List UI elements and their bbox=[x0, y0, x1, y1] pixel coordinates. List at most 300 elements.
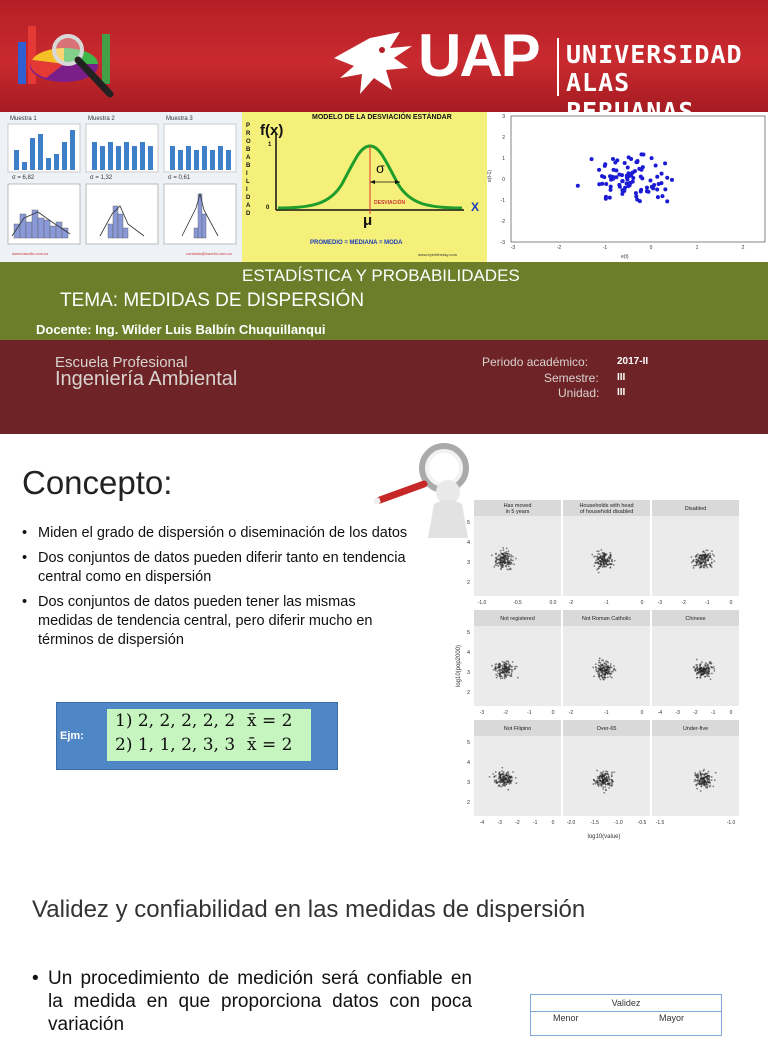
facet-point bbox=[700, 566, 702, 568]
facet-point bbox=[511, 666, 513, 668]
facet-point bbox=[702, 554, 704, 556]
facet-point bbox=[704, 774, 706, 776]
facet-x-tick: 0 bbox=[729, 600, 733, 606]
scatter-point bbox=[645, 186, 649, 190]
facet-point bbox=[503, 549, 505, 551]
scatter-point bbox=[617, 183, 621, 187]
facet-point bbox=[602, 778, 604, 780]
facet-point bbox=[598, 572, 600, 574]
scatter-point bbox=[625, 177, 629, 181]
unit-label: Unidad: bbox=[558, 386, 600, 400]
facet-point bbox=[608, 672, 610, 674]
scatter-point bbox=[660, 172, 664, 176]
facet-point bbox=[501, 770, 503, 772]
sample-bar bbox=[54, 154, 59, 170]
facet-y-tick: 2 bbox=[466, 580, 470, 586]
facet-y-tick: 2 bbox=[466, 690, 470, 696]
facet-point bbox=[703, 567, 705, 569]
facet-label: in 5 years bbox=[505, 509, 530, 515]
facet-point bbox=[607, 676, 609, 678]
facet-point bbox=[703, 769, 705, 771]
facet-point bbox=[605, 660, 607, 662]
facet-point bbox=[693, 565, 695, 567]
bullet-3: • Dos conjuntos de datos pueden tener las mismas medidas de tendencia central, pero diferir mucho en términos de dispersión bbox=[22, 593, 412, 650]
facet-point bbox=[506, 660, 508, 662]
facet-point bbox=[495, 771, 497, 773]
facet-point bbox=[601, 559, 603, 561]
table-col-mayor: Mayor bbox=[659, 1013, 685, 1023]
sample-3-sigma: σ = 0,61 bbox=[168, 175, 191, 181]
facet-point bbox=[507, 561, 509, 563]
facet-point bbox=[495, 670, 497, 672]
vertical-letter: B bbox=[246, 163, 251, 169]
facet-point bbox=[491, 665, 493, 667]
facet-point bbox=[705, 662, 707, 664]
facet-point bbox=[593, 779, 595, 781]
facet-point bbox=[707, 786, 709, 788]
vertical-letter: L bbox=[246, 179, 250, 185]
facet-point bbox=[700, 772, 702, 774]
facet-point bbox=[707, 675, 709, 677]
facet-point bbox=[494, 668, 496, 670]
scatter-point bbox=[639, 175, 643, 179]
facet-point bbox=[595, 666, 597, 668]
facet-point bbox=[606, 564, 608, 566]
facet-point bbox=[496, 677, 498, 679]
facet-point bbox=[511, 671, 513, 673]
topic-title: TEMA: MEDIDAS DE DISPERSIÓN bbox=[60, 290, 365, 311]
facet-point bbox=[608, 559, 610, 561]
facet-point bbox=[506, 782, 508, 784]
example-box bbox=[56, 702, 338, 770]
facet-point bbox=[599, 560, 601, 562]
facet-point bbox=[505, 783, 507, 785]
facet-point bbox=[611, 677, 613, 679]
facet-point bbox=[500, 669, 502, 671]
facet-point bbox=[597, 559, 599, 561]
facet-y-tick: 5 bbox=[466, 740, 470, 746]
facet-x-tick: -3 bbox=[675, 710, 680, 716]
facet-point bbox=[499, 670, 501, 672]
facet-point bbox=[499, 558, 501, 560]
facet-point bbox=[695, 668, 697, 670]
facet-point bbox=[595, 669, 597, 671]
facet-point bbox=[696, 555, 698, 557]
scatter-point bbox=[604, 195, 608, 199]
facet-point bbox=[506, 547, 508, 549]
facet-x-tick: -4 bbox=[479, 820, 485, 826]
facet-point bbox=[596, 770, 598, 772]
facet-point bbox=[611, 784, 613, 786]
period-label: Periodo académico: bbox=[482, 355, 589, 369]
facet-point bbox=[611, 771, 613, 773]
facet-point bbox=[595, 559, 597, 561]
facet-point bbox=[599, 670, 601, 672]
promedio-label: PROMEDIO = MEDIANA = MODA bbox=[310, 240, 403, 246]
scatter-point bbox=[620, 179, 624, 183]
facet-point bbox=[515, 777, 517, 779]
scatter-point bbox=[655, 175, 659, 179]
scatter-point bbox=[660, 194, 664, 198]
slide-title: Validez y confiabilidad en las medidas de dispersión bbox=[32, 896, 586, 923]
facet-point bbox=[501, 672, 503, 674]
facet-point bbox=[711, 673, 713, 675]
facet-point bbox=[504, 562, 506, 564]
sample-1-title: Muestra 1 bbox=[10, 116, 37, 122]
sample-bar bbox=[14, 150, 19, 170]
facet-point bbox=[592, 667, 594, 669]
facet-point bbox=[705, 549, 707, 551]
scatter-point bbox=[611, 157, 615, 161]
facet-point bbox=[508, 668, 510, 670]
sample-bar bbox=[108, 142, 113, 170]
uap-brand: UAP bbox=[418, 22, 539, 89]
facet-x-tick: 0 bbox=[640, 710, 644, 716]
facet-point bbox=[510, 673, 512, 675]
scatter-point bbox=[670, 178, 674, 182]
facet-point bbox=[702, 558, 704, 560]
facet-point bbox=[710, 678, 712, 680]
facet-point bbox=[600, 785, 602, 787]
facet-point bbox=[696, 785, 698, 787]
facet-x-tick: -3 bbox=[657, 600, 663, 606]
facet-point bbox=[599, 662, 601, 664]
facet-point bbox=[708, 553, 710, 555]
scatter-point bbox=[654, 164, 658, 168]
facet-point bbox=[508, 672, 510, 674]
facet-point bbox=[498, 777, 500, 779]
facet-point bbox=[600, 772, 602, 774]
statistics-logo-icon bbox=[6, 14, 126, 104]
scatter-point bbox=[600, 174, 604, 178]
facet-point bbox=[708, 670, 710, 672]
facet-point bbox=[610, 566, 612, 568]
facet-label: Chinese bbox=[685, 616, 706, 622]
facet-x-tick: -1 bbox=[604, 600, 609, 606]
facet-point bbox=[503, 552, 505, 554]
facet-point bbox=[507, 553, 509, 555]
scatter-point bbox=[650, 156, 654, 160]
facet-point bbox=[509, 563, 511, 565]
facet-point bbox=[507, 557, 509, 559]
scatter-point bbox=[635, 160, 639, 164]
header-banner bbox=[0, 0, 768, 112]
facet-point bbox=[497, 558, 499, 560]
facet-x-tick: -1 bbox=[604, 710, 609, 716]
facet-x-tick: 0 bbox=[729, 710, 733, 716]
facet-point bbox=[491, 554, 493, 556]
facet-point bbox=[699, 558, 701, 560]
sample-bar bbox=[70, 130, 75, 170]
facet-panel bbox=[474, 736, 561, 816]
facet-point bbox=[502, 561, 504, 563]
facet-point bbox=[711, 667, 713, 669]
facet-x-tick: 0 bbox=[551, 820, 555, 826]
facet-point bbox=[611, 775, 613, 777]
scatter-point bbox=[617, 172, 621, 176]
sample-2-sigma: σ = 1,32 bbox=[90, 175, 113, 181]
facet-point bbox=[501, 773, 503, 775]
facet-point bbox=[601, 776, 603, 778]
facet-point bbox=[708, 771, 710, 773]
bullet-2: • Dos conjuntos de datos pueden diferir tanto en tendencia central como en dispersión bbox=[22, 549, 412, 587]
scatter-point bbox=[665, 199, 669, 203]
facet-point bbox=[701, 778, 703, 780]
facet-point bbox=[602, 565, 604, 567]
facet-point bbox=[692, 560, 694, 562]
facet-point bbox=[500, 775, 502, 777]
facet-point bbox=[597, 561, 599, 563]
facet-x-tick: -1.0 bbox=[614, 820, 623, 826]
facet-x-tick: -3 bbox=[479, 710, 485, 716]
facet-panel bbox=[474, 626, 561, 706]
facet-point bbox=[695, 561, 697, 563]
example-mean-1: x̄ = 2 bbox=[247, 711, 293, 731]
vertical-letter: A bbox=[246, 203, 251, 209]
facet-point bbox=[613, 665, 615, 667]
facet-point bbox=[713, 555, 715, 557]
mu-label: μ bbox=[363, 212, 373, 229]
fx-label: f(x) bbox=[260, 122, 284, 139]
facet-point bbox=[503, 668, 505, 670]
facet-point bbox=[598, 550, 600, 552]
facet-point bbox=[502, 666, 504, 668]
period-value: 2017-II bbox=[617, 356, 649, 367]
facet-point bbox=[505, 672, 507, 674]
facet-point bbox=[605, 789, 607, 791]
facet-point bbox=[701, 661, 703, 663]
facet-point bbox=[693, 667, 695, 669]
facet-point bbox=[705, 555, 707, 557]
facet-point bbox=[709, 661, 711, 663]
example-equations bbox=[107, 709, 311, 761]
facet-point bbox=[499, 673, 501, 675]
facet-point bbox=[498, 772, 500, 774]
sample-bar bbox=[170, 146, 175, 170]
facet-point bbox=[501, 553, 503, 555]
facet-point bbox=[707, 673, 709, 675]
facet-point bbox=[600, 780, 602, 782]
facet-point bbox=[711, 779, 713, 781]
facet-x-tick: -1 bbox=[711, 710, 716, 716]
facet-point bbox=[603, 676, 605, 678]
scatter-point bbox=[646, 190, 650, 194]
facet-point bbox=[702, 550, 704, 552]
facet-point bbox=[499, 560, 501, 562]
facet-point bbox=[502, 779, 504, 781]
facet-point bbox=[611, 561, 613, 563]
facet-point bbox=[608, 775, 610, 777]
facet-point bbox=[511, 675, 513, 677]
facet-y-label: log10(pop2000) bbox=[456, 644, 462, 688]
slide-title: Concepto: bbox=[22, 464, 173, 501]
scatter-point bbox=[665, 176, 669, 180]
facet-point bbox=[509, 553, 511, 555]
facet-point bbox=[514, 668, 516, 670]
facet-point bbox=[706, 667, 708, 669]
facet-point bbox=[696, 664, 698, 666]
facet-point bbox=[493, 669, 495, 671]
facet-point bbox=[497, 675, 499, 677]
sample-bar bbox=[46, 158, 51, 170]
facet-point bbox=[606, 669, 608, 671]
facet-point bbox=[609, 778, 611, 780]
sample-bar-charts bbox=[4, 124, 240, 180]
facet-point bbox=[604, 674, 606, 676]
image-strip bbox=[0, 112, 768, 262]
facet-point bbox=[506, 772, 508, 774]
scatter-point bbox=[648, 179, 652, 183]
sample-bar bbox=[210, 150, 215, 170]
example-line-2: 2) 1, 1, 2, 3, 3 bbox=[115, 735, 236, 755]
facet-panel bbox=[652, 626, 739, 706]
facet-point bbox=[603, 662, 605, 664]
facet-point bbox=[611, 559, 613, 561]
facet-x-tick: -2 bbox=[693, 710, 698, 716]
facet-x-tick: -2 bbox=[568, 710, 574, 716]
facet-x-tick: -2 bbox=[503, 710, 508, 716]
facet-point bbox=[493, 566, 495, 568]
facet-point bbox=[694, 772, 696, 774]
facet-point bbox=[598, 784, 600, 786]
facet-point bbox=[702, 773, 704, 775]
facet-point bbox=[599, 566, 601, 568]
facet-point bbox=[611, 671, 613, 673]
facet-point bbox=[492, 773, 494, 775]
scatter-point bbox=[623, 161, 627, 165]
facet-point bbox=[512, 771, 514, 773]
facet-point bbox=[600, 675, 602, 677]
facet-point bbox=[498, 785, 500, 787]
facet-point bbox=[605, 553, 607, 555]
unit-value: III bbox=[617, 387, 626, 398]
facet-point bbox=[498, 555, 500, 557]
y-zero-label: 0 bbox=[266, 205, 270, 211]
facet-point bbox=[598, 675, 600, 677]
facet-label: Disabled bbox=[684, 506, 707, 512]
facet-point bbox=[599, 657, 601, 659]
sample-bar bbox=[140, 142, 145, 170]
facet-point bbox=[500, 678, 502, 680]
facet-point bbox=[611, 773, 613, 775]
facet-point bbox=[611, 667, 613, 669]
scatter-point bbox=[610, 175, 614, 179]
facet-point bbox=[512, 560, 514, 562]
facet-point bbox=[609, 676, 611, 678]
facet-point bbox=[706, 784, 708, 786]
facet-point bbox=[699, 670, 701, 672]
scatter-point bbox=[639, 188, 643, 192]
facet-point bbox=[606, 773, 608, 775]
facet-point bbox=[507, 771, 509, 773]
facet-point bbox=[501, 767, 503, 769]
school-label: Escuela Profesional bbox=[55, 354, 188, 371]
facet-y-tick: 4 bbox=[466, 650, 470, 656]
facet-point bbox=[694, 780, 696, 782]
footer-right: contacto@inscrito.com.co bbox=[186, 251, 232, 256]
facet-point bbox=[607, 662, 609, 664]
facet-point bbox=[509, 664, 511, 666]
facet-point bbox=[711, 776, 713, 778]
scatter-point bbox=[609, 188, 613, 192]
facet-point bbox=[494, 775, 496, 777]
facet-point bbox=[701, 783, 703, 785]
facet-point bbox=[605, 784, 607, 786]
facet-point bbox=[611, 782, 613, 784]
facet-point bbox=[607, 783, 609, 785]
facet-point bbox=[596, 782, 598, 784]
sample-histograms bbox=[4, 184, 240, 248]
facet-point bbox=[600, 679, 602, 681]
facet-point bbox=[602, 786, 604, 788]
facet-point bbox=[698, 783, 700, 785]
facet-point bbox=[506, 777, 508, 779]
facet-point bbox=[709, 556, 711, 558]
facet-point bbox=[499, 665, 501, 667]
facet-point bbox=[610, 554, 612, 556]
facet-point bbox=[508, 550, 510, 552]
facet-point bbox=[597, 568, 599, 570]
facet-point bbox=[704, 676, 706, 678]
validity-slide bbox=[0, 864, 768, 1035]
facet-point bbox=[604, 786, 606, 788]
facet-point bbox=[499, 562, 501, 564]
facet-point bbox=[515, 782, 517, 784]
facet-point bbox=[495, 553, 497, 555]
facet-label: Not Roman Catholic bbox=[581, 616, 632, 622]
facet-point bbox=[514, 666, 516, 668]
facet-y-tick: 3 bbox=[466, 780, 470, 786]
facet-point bbox=[500, 558, 502, 560]
facet-point bbox=[696, 659, 698, 661]
facet-x-tick: -4 bbox=[657, 710, 663, 716]
facet-point bbox=[591, 554, 593, 556]
semester-value: III bbox=[617, 372, 626, 383]
facet-point bbox=[694, 669, 696, 671]
facet-point bbox=[614, 560, 616, 562]
facet-point bbox=[610, 557, 612, 559]
sample-bar bbox=[116, 146, 121, 170]
facet-point bbox=[510, 559, 512, 561]
facet-point bbox=[700, 775, 702, 777]
facet-point bbox=[704, 565, 706, 567]
sample-bar bbox=[218, 146, 223, 170]
facet-point bbox=[495, 557, 497, 559]
facet-point bbox=[708, 667, 710, 669]
facet-point bbox=[593, 556, 595, 558]
scatter-point bbox=[604, 182, 608, 186]
facet-x-tick: -1 bbox=[527, 710, 532, 716]
facet-point bbox=[711, 663, 713, 665]
facet-y-tick: 5 bbox=[466, 520, 470, 526]
scatter-point bbox=[634, 195, 638, 199]
facet-point bbox=[507, 674, 509, 676]
scatter-point bbox=[651, 186, 655, 190]
facet-point bbox=[503, 560, 505, 562]
facet-point bbox=[610, 563, 612, 565]
facet-point bbox=[495, 562, 497, 564]
facet-point bbox=[502, 661, 504, 663]
facet-point bbox=[603, 783, 605, 785]
facet-point bbox=[599, 556, 601, 558]
facet-point bbox=[613, 564, 615, 566]
facet-point bbox=[706, 671, 708, 673]
sample-bar bbox=[30, 138, 35, 170]
facet-point bbox=[601, 672, 603, 674]
scatter-point bbox=[615, 158, 619, 162]
info-band bbox=[0, 340, 768, 434]
facet-x-tick: 0 bbox=[640, 600, 644, 606]
